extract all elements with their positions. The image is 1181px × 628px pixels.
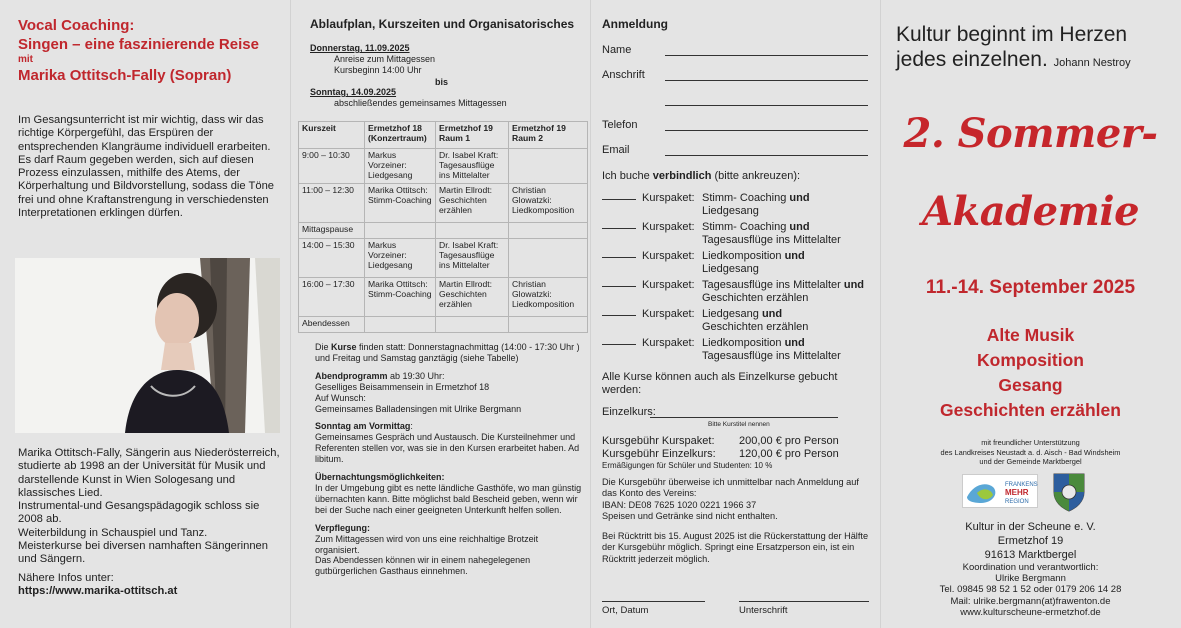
- table-row: [299, 278, 588, 317]
- table-cell: [509, 223, 588, 239]
- fees: [602, 435, 877, 473]
- logo-text: MEHR: [1005, 488, 1029, 497]
- package-option[interactable]: [602, 192, 870, 217]
- field-line: [665, 55, 868, 56]
- bold-text: und: [761, 308, 783, 320]
- text: Stimm- Coaching: [702, 192, 787, 204]
- bold-text: Kurse: [331, 342, 357, 352]
- panel-vocal-coaching: [0, 0, 290, 628]
- bank-info: [602, 477, 872, 522]
- text: Speisen und Getränke sind nicht enthalten.: [602, 510, 778, 521]
- column-header: Ermetzhof 19 Raum 1: [436, 122, 509, 149]
- field-label: Name: [602, 44, 632, 56]
- checkbox-line[interactable]: [602, 344, 636, 345]
- package-option[interactable]: [602, 308, 870, 333]
- text: Die Kursgebühr überweise ich unmittelbar nach Anmeldung auf das Konto des Vereins:: [602, 477, 859, 499]
- table-cell: [365, 223, 436, 239]
- sunday-info: [315, 421, 585, 465]
- time-cell: 14:00 – 15:30: [299, 239, 365, 278]
- package-option[interactable]: [602, 279, 870, 304]
- coaching-description: [18, 114, 280, 220]
- text: Zum Mittagessen wird von uns eine reichhaltige Brotzeit organisiert.: [315, 533, 539, 555]
- text: mit freundlicher Unterstützung: [981, 438, 1080, 447]
- table-cell: Christian Glowatzki: Liedkomposition: [509, 278, 588, 317]
- contact-info: [880, 520, 1181, 618]
- arrival-day: Donnerstag, 11.09.2025: [310, 43, 410, 53]
- checkbox-line[interactable]: [602, 199, 636, 200]
- bold-text: und: [843, 279, 865, 291]
- text: Liedgesang: [702, 205, 759, 217]
- text: Das Abendessen können wir in einem nahegelegenen gutbürgerlichen Gasthaus einnehmen.: [315, 555, 531, 577]
- column-header: Ermetzhof 18 (Konzertraum): [365, 122, 436, 149]
- text: Die: [315, 342, 332, 352]
- package-label: Kurspaket:: [642, 192, 695, 204]
- package-label: Kurspaket:: [642, 279, 695, 291]
- field-line: [665, 155, 868, 156]
- street: Ermetzhof 19: [997, 535, 1064, 547]
- text: Stimm- Coaching: [702, 221, 787, 233]
- bold-text: Verpflegung:: [315, 522, 371, 533]
- booking-heading: [602, 170, 800, 182]
- text: Tagesausflüge ins Mittelalter: [702, 350, 841, 362]
- quote: [896, 22, 1176, 76]
- email-field[interactable]: [602, 144, 868, 156]
- bio-line: Instrumental-und Gesangspädagogik schloss sie 2008 ab.: [18, 500, 260, 526]
- text: :: [410, 421, 413, 432]
- registration-heading: Anmeldung: [602, 17, 668, 31]
- more-info-label: Nähere Infos unter:: [18, 572, 114, 584]
- bold-text: und: [789, 221, 810, 233]
- text: Geselliges Beisammensein in Ermetzhof 18: [315, 381, 490, 392]
- text: ab 19:30 Uhr:: [387, 370, 445, 381]
- table-cell: Martin Ellrodt: Geschichten erzählen: [436, 184, 509, 223]
- departure-day: Sonntag, 14.09.2025: [310, 87, 397, 97]
- package-label: Kurspaket:: [642, 221, 695, 233]
- departure-text: abschließendes gemeinsames Mittagessen: [334, 98, 507, 108]
- singer-biography: [18, 447, 280, 567]
- panel-schedule: [290, 0, 590, 628]
- schedule-heading: Ablaufplan, Kurszeiten und Organisatorisches: [310, 17, 575, 31]
- title-mit: mit: [18, 54, 33, 65]
- arrival-info: [310, 43, 580, 76]
- topic-item: Gesang: [998, 375, 1063, 395]
- package-label: Kurspaket:: [642, 308, 695, 320]
- field-line: [665, 130, 868, 131]
- table-cell: [436, 223, 509, 239]
- email-address[interactable]: Mail: ulrike.bergmann(at)frawenton.de: [950, 595, 1111, 607]
- phone-number: Tel. 09845 98 52 1 52 oder 0179 206 14 28: [939, 584, 1122, 596]
- table-cell: [365, 317, 436, 333]
- field-label: Email: [602, 144, 630, 156]
- sponsor-note: [880, 438, 1181, 467]
- logo-text: FRANKENS: [1005, 482, 1038, 488]
- title-line: Vocal Coaching:: [18, 17, 135, 34]
- table-row: [299, 149, 588, 184]
- text: In der Umgebung gibt es nette ländliche Gasthöfe, wo man günstig übernachten kann. Bitte möglichst bald Bescheid geben, wenn wir bei der Suche nach einer geeigneten Unterkunft helfen sollen.: [315, 482, 582, 515]
- frankens-mehr-region-logo: [962, 474, 1038, 508]
- text: Geschichten erzählen: [702, 292, 809, 304]
- column-header: Ermetzhof 19 Raum 2: [509, 122, 588, 149]
- text: des Landkreises Neustadt a. d. Aisch - Bad Windsheim: [940, 447, 1121, 457]
- text: Tagesausflüge ins Mittelalter: [702, 234, 841, 246]
- single-course-note: Alle Kurse können auch als Einzelkurse gebucht werden:: [602, 371, 838, 396]
- logo-text: REGION: [1005, 499, 1029, 505]
- bold-text: und: [784, 250, 805, 262]
- phone-field[interactable]: [602, 119, 868, 131]
- event-dates: 11.-14. September 2025: [925, 277, 1136, 298]
- more-info: [18, 572, 280, 599]
- organisational-info: [315, 342, 585, 584]
- accommodation-info: [315, 472, 585, 516]
- time-cell: Abendessen: [299, 317, 365, 333]
- bio-line: Marika Ottitsch-Fally, Sängerin aus Niederösterreich, studierte ab 1998 an der Universität für Musik und darstellende Kunst in Wien Sologesang und klassisches Lied.: [18, 447, 280, 499]
- text: Gemeinsames Gespräch und Austausch. Die Kursteilnehmer und Referenten stellen vor, was sie in den Kursen erarbeitet haben. Ad libitum.: [315, 432, 580, 465]
- topic-item: Geschichten erzählen: [940, 400, 1121, 420]
- website-link[interactable]: www.kulturscheune-ermetzhof.de: [960, 606, 1101, 618]
- text: Ich buche: [602, 170, 653, 182]
- course-schedule-table: [298, 121, 588, 333]
- bio-line: Weiterbildung in Schauspiel und Tanz.: [18, 526, 208, 539]
- package-text: [702, 308, 872, 334]
- bold-text: Sonntag am Vormittag: [315, 421, 411, 432]
- table-cell: Marika Ottitsch: Stimm-Coaching: [365, 278, 436, 317]
- checkbox-line[interactable]: [602, 286, 636, 287]
- evening-program: [315, 371, 585, 415]
- text: Kultur beginnt im Herzen: [896, 23, 1128, 46]
- table-row: [299, 239, 588, 278]
- event-title: 2. Sommer-: [903, 110, 1158, 157]
- text: Gemeinsames Balladensingen mit Ulrike Bergmann: [315, 403, 522, 414]
- topic-item: Komposition: [977, 350, 1084, 370]
- checkbox-line[interactable]: [602, 228, 636, 229]
- time-cell: 11:00 – 12:30: [299, 184, 365, 223]
- text: Kursgebühr Einzelkurs:: [602, 447, 716, 460]
- fee-package: [602, 435, 877, 448]
- field-label: Telefon: [602, 119, 638, 131]
- text: und der Gemeinde Marktbergel: [979, 457, 1082, 467]
- bold-text: verbindlich: [652, 170, 712, 182]
- city: 91613 Marktbergel: [984, 549, 1077, 561]
- package-text: [702, 221, 872, 247]
- time-cell: 9:00 – 10:30: [299, 149, 365, 184]
- name-field[interactable]: [602, 44, 868, 56]
- coordinator-name: Ulrike Bergmann: [995, 573, 1066, 585]
- quote-author: Johann Nestroy: [1053, 57, 1131, 69]
- package-option[interactable]: [602, 250, 870, 275]
- package-label: Kurspaket:: [642, 337, 695, 349]
- single-course-field[interactable]: [602, 406, 872, 428]
- table-cell: [436, 317, 509, 333]
- table-cell: Markus Vorzeiner: Liedgesang: [365, 149, 436, 184]
- package-text: [702, 250, 872, 276]
- courses-info: [315, 342, 585, 364]
- field-line: [665, 80, 868, 81]
- field-line: [665, 105, 868, 106]
- text: jedes einzelnen.: [896, 48, 1048, 71]
- catering-info: [315, 523, 585, 578]
- paragraph: Im Gesangsunterricht ist mir wichtig, dass wir das richtige Körpergefühl, das Erspüren der entsprechenden Klangräume individuell erarbeiten.: [18, 114, 271, 153]
- bold-text: Übernachtungsmöglichkeiten:: [315, 472, 445, 483]
- singer-portrait-image: [15, 258, 280, 433]
- package-text: [702, 337, 872, 363]
- fee-discount: Ermäßigungen für Schüler und Studenten: 10 %: [602, 461, 773, 470]
- table-cell: Martin Ellrodt: Geschichten erzählen: [436, 278, 509, 317]
- text: Tagesausflüge ins Mittelalter: [702, 279, 841, 291]
- text: Geschichten erzählen: [702, 321, 809, 333]
- bold-text: Abendprogramm: [315, 370, 388, 381]
- checkbox-line[interactable]: [602, 257, 636, 258]
- departure-info: [310, 87, 580, 109]
- table-cell: [509, 317, 588, 333]
- refund-policy: Bei Rücktritt bis 15. August 2025 ist die Rückerstattung der Hälfte der Kursgebühr möglich. Springt eine Ersatzperson ein, ist ein Rücktritt jederzeit möglich.: [602, 531, 869, 564]
- field-label: Anschrift: [602, 69, 645, 81]
- coordinator-label: Koordination und verantwortlich:: [962, 562, 1099, 573]
- bold-text: und: [789, 192, 810, 204]
- table-cell: [509, 149, 588, 184]
- field-label: Einzelkurs:: [602, 406, 656, 418]
- column-header: Kurszeit: [299, 122, 365, 149]
- signature-line[interactable]: [739, 601, 869, 602]
- package-text: [702, 279, 872, 305]
- text: Kursgebühr Kurspaket:: [602, 435, 715, 447]
- text: Liedkomposition: [702, 250, 782, 262]
- place-date-label: Ort, Datum: [602, 605, 649, 616]
- text: Liedgesang: [702, 308, 759, 320]
- time-cell: Mittagspause: [299, 223, 365, 239]
- bold-text: und: [784, 337, 805, 349]
- package-option[interactable]: [602, 337, 870, 362]
- date-range-bis: bis: [435, 77, 449, 87]
- bio-line: Meisterkurse bei diversen namhaften Sängerinnen und Sängern.: [18, 540, 268, 566]
- table-cell: Marika Ottitsch: Stimm-Coaching: [365, 184, 436, 223]
- event-title: Akademie: [921, 188, 1140, 235]
- package-text: [702, 192, 872, 218]
- table-row: [299, 184, 588, 223]
- panel-registration: [590, 0, 880, 628]
- place-date-line[interactable]: [602, 601, 705, 602]
- package-option[interactable]: [602, 221, 870, 246]
- course-start: Kursbeginn 14:00 Uhr: [334, 65, 422, 75]
- table-cell: Dr. Isabel Kraft: Tagesausflüge ins Mittelalter: [436, 149, 509, 184]
- topic-list: [880, 323, 1181, 423]
- organisation-name: Kultur in der Scheune e. V.: [965, 521, 1096, 533]
- address-field[interactable]: [602, 69, 868, 81]
- text: finden statt: Donnerstagnachmittag (14:00 - 17:30 Uhr ) und Freitag und Samstag ganztägig (siehe Tabelle): [315, 342, 580, 363]
- table-row: [299, 317, 588, 333]
- table-cell: Christian Glowatzki: Liedkomposition: [509, 184, 588, 223]
- fee-single: [602, 448, 877, 461]
- signature-label: Unterschrift: [739, 605, 788, 616]
- table-row: [299, 223, 588, 239]
- text: Auf Wunsch:: [315, 392, 366, 403]
- time-cell: 16:00 – 17:30: [299, 278, 365, 317]
- municipality-coat-of-arms-icon: [1052, 472, 1086, 512]
- paragraph: Es darf Raum gegeben werden, sich auf diesen Prozess einzulassen, mithilfe des Atems, der Körperhaltung und Bildvorstellung, sodass die Töne frei und ohne Kraftanstrengung in verschiedensten Interpretationen erklingen dürfen.: [18, 153, 275, 220]
- checkbox-line[interactable]: [602, 315, 636, 316]
- text: Liedgesang: [702, 263, 759, 275]
- table-cell: Markus Vorzeiner: Liedgesang: [365, 239, 436, 278]
- arrival-text: Anreise zum Mittagessen: [334, 54, 436, 64]
- table-cell: Dr. Isabel Kraft: Tagesausflüge ins Mittelalter: [436, 239, 509, 278]
- title-line: Marika Ottitsch-Fally (Sopran): [18, 67, 232, 84]
- text: 200,00 € pro Person: [739, 435, 839, 447]
- field-hint: Bitte Kurstitel nennen: [708, 421, 770, 428]
- text: (bitte ankreuzen):: [711, 170, 801, 182]
- text: 120,00 € pro Person: [739, 447, 839, 460]
- singer-website-link[interactable]: https://www.marika-ottitsch.at: [18, 585, 178, 598]
- package-label: Kurspaket:: [642, 250, 695, 262]
- topic-item: Alte Musik: [986, 325, 1075, 345]
- vocal-coaching-title: [18, 16, 278, 85]
- table-header-row: [299, 122, 588, 149]
- table-cell: [509, 239, 588, 278]
- text: Liedkomposition: [702, 337, 782, 349]
- panel-cover: [880, 0, 1181, 628]
- iban: IBAN: DE08 7625 1020 0221 1966 37: [602, 499, 757, 510]
- title-line: Singen – eine faszinierende Reise: [18, 36, 259, 53]
